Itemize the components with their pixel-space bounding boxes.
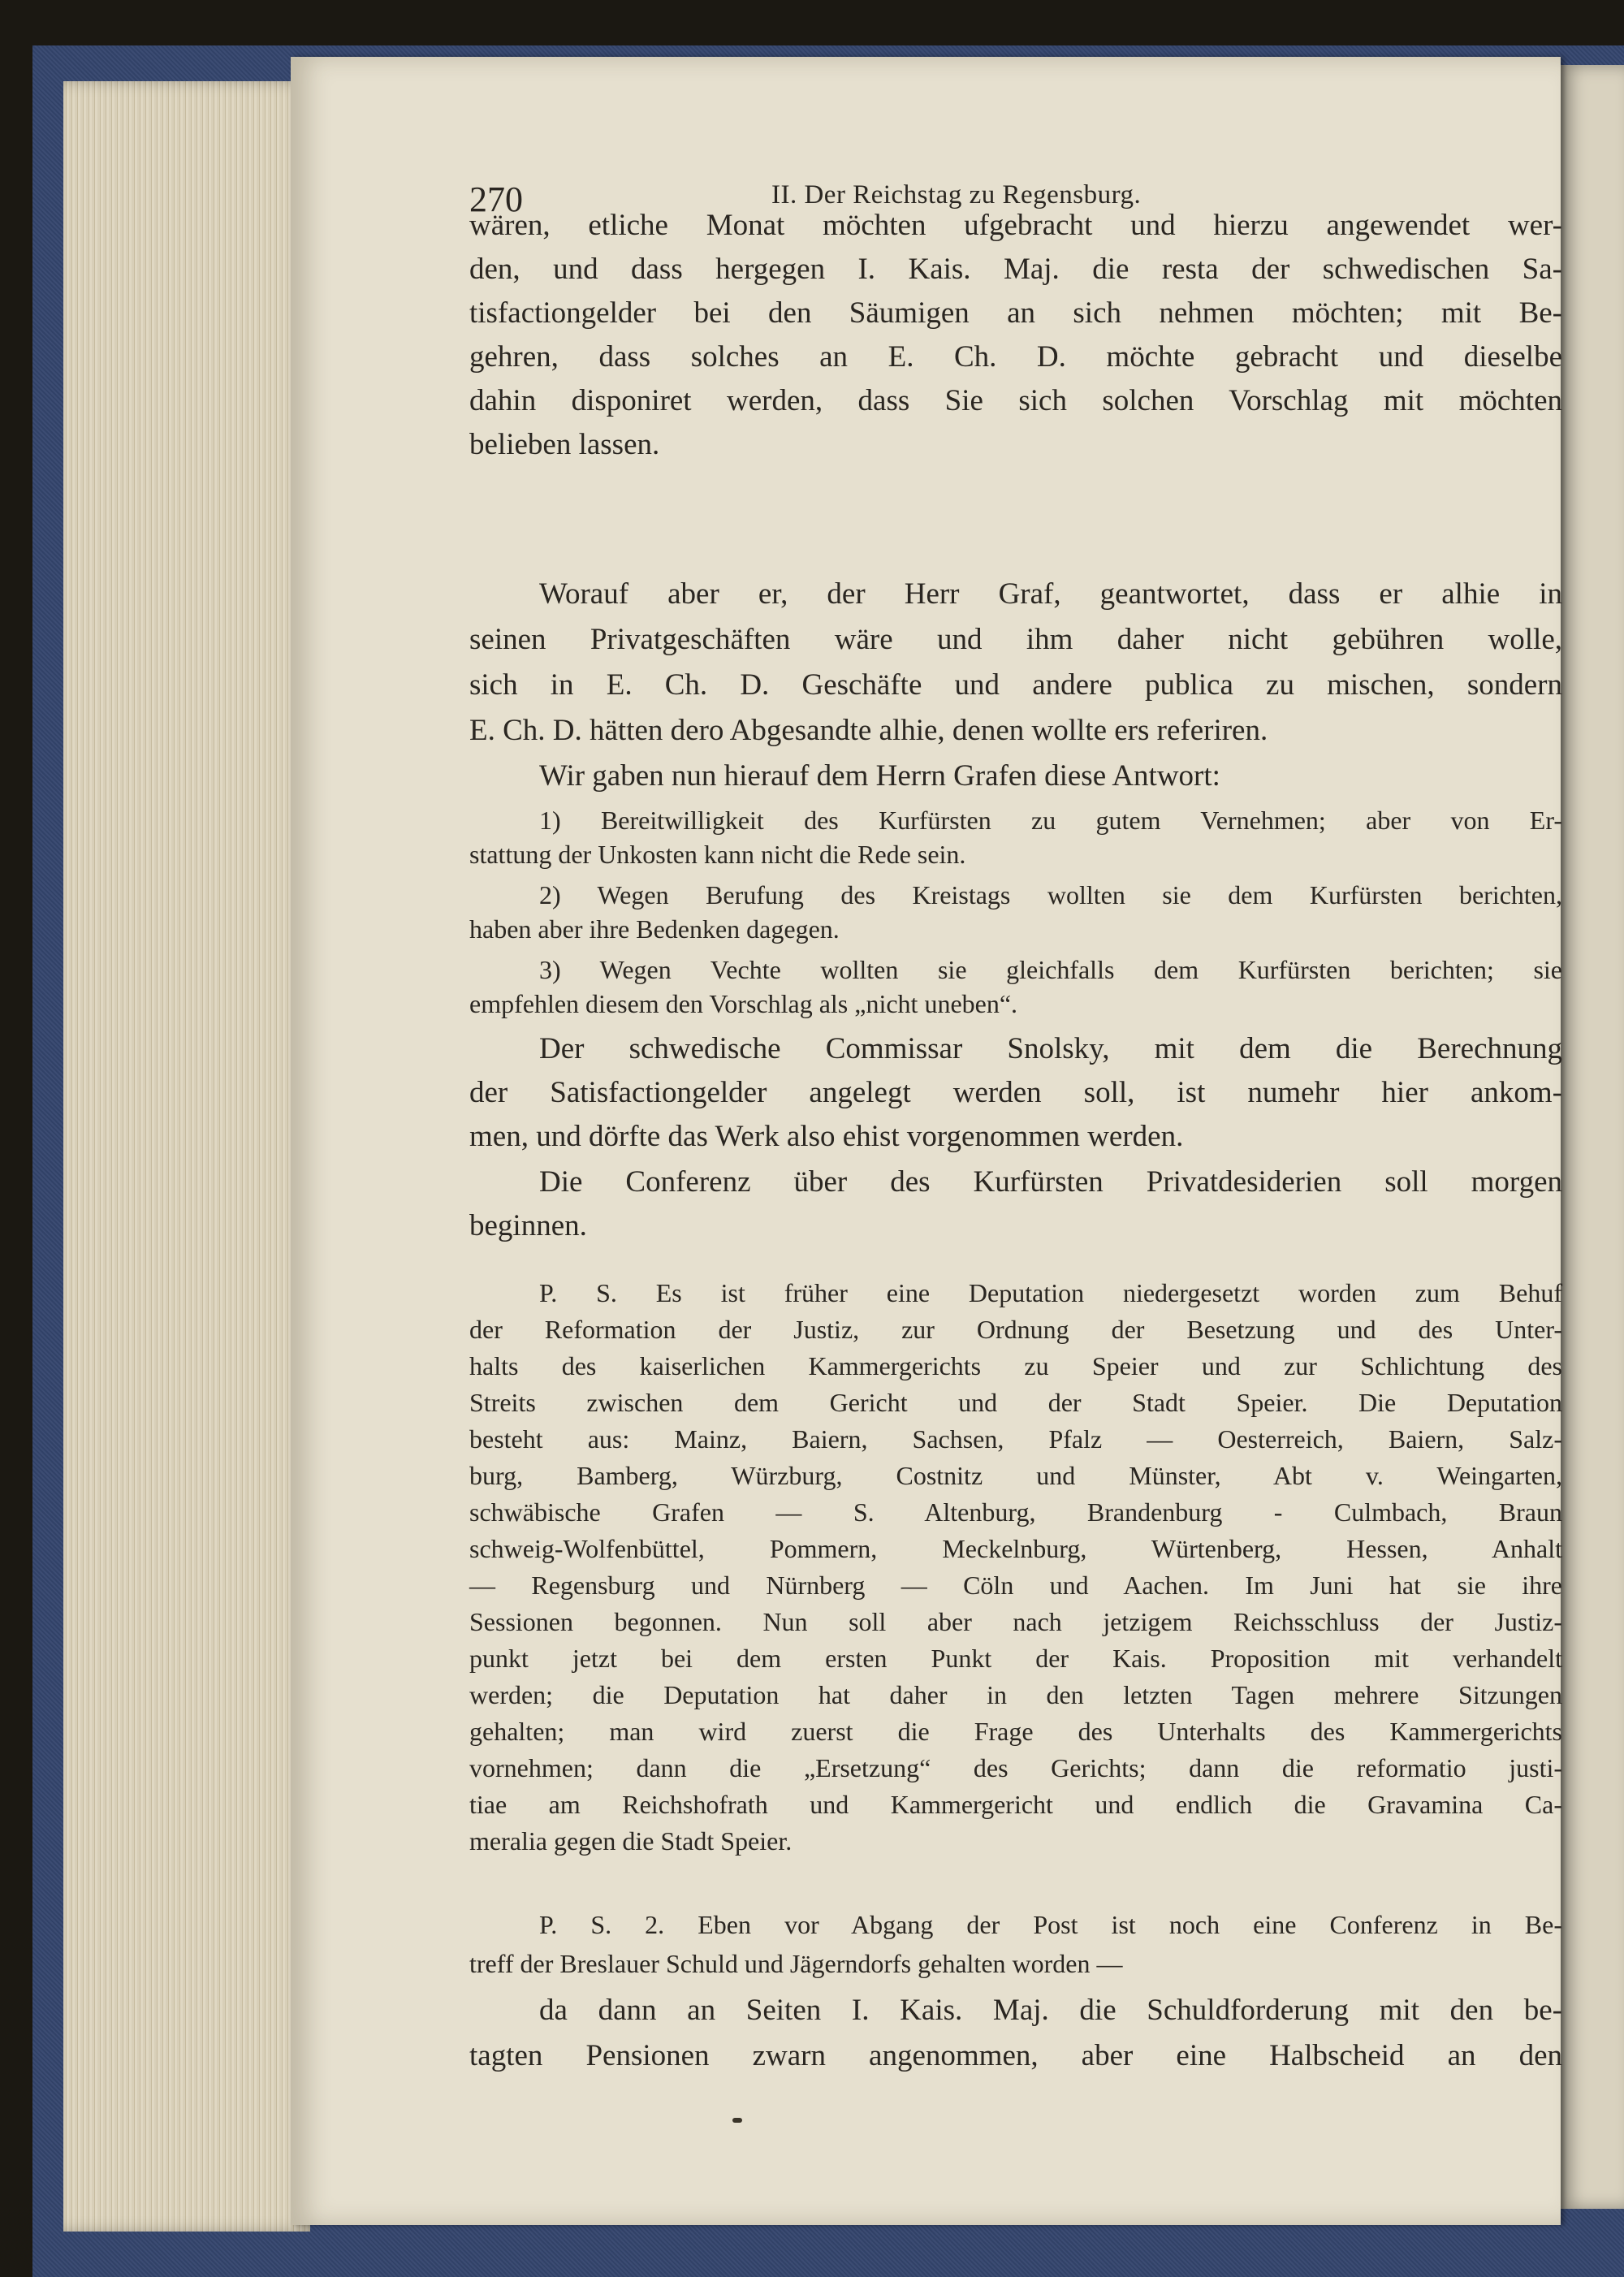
text-line: schweig-Wolfenbüttel, Pommern, Meckelnburg, Würtenberg, Hessen, Anhalt	[469, 1534, 1562, 1563]
text-line: P. S. Es ist früher eine Deputation niedergesetzt worden zum Behuf	[539, 1278, 1562, 1307]
text-line: E. Ch. D. hätten dero Abgesandte alhie, denen wollte ers referiren.	[469, 714, 1268, 747]
text-line: treff der Breslauer Schuld und Jägerndorfs gehalten worden —	[469, 1949, 1123, 1978]
text-line: tagten Pensionen zwarn angenommen, aber eine Halbscheid an den	[469, 2039, 1562, 2072]
paragraph	[469, 758, 1562, 799]
text-line: werden; die Deputation hat daher in den letzten Tagen mehrere Sitzungen	[469, 1680, 1562, 1709]
book-page	[291, 57, 1561, 2225]
text-line: der Satisfactiongelder angelegt werden soll, ist numehr hier ankom-	[469, 1076, 1562, 1109]
text-line: vornehmen; dann die „Ersetzung“ des Gerichts; dann die reformatio justi-	[469, 1753, 1562, 1782]
text-line: Die Conferenz über des Kurfürsten Privatdesiderien soll morgen	[539, 1165, 1562, 1199]
text-line: — Regensburg und Nürnberg — Cöln und Aachen. Im Juni hat sie ihre	[469, 1571, 1562, 1600]
text-line: da dann an Seiten I. Kais. Maj. die Schuldforderung mit den be-	[539, 1994, 1562, 2027]
text-line: beginnen.	[469, 1209, 587, 1242]
postscript-2	[469, 1910, 1562, 1991]
text-line: Wir gaben nun hierauf dem Herrn Grafen diese Antwort:	[539, 759, 1220, 793]
numbered-list	[469, 806, 1562, 1033]
paragraph	[469, 1031, 1562, 1169]
text-line: meralia gegen die Stadt Speier.	[469, 1826, 793, 1856]
text-line: gehren, dass solches an E. Ch. D. möchte gebracht und dieselbe	[469, 340, 1562, 374]
text-line: dahin disponiret werden, dass Sie sich solchen Vorschlag mit möchten	[469, 384, 1562, 417]
list-item-line: haben aber ihre Bedenken dagegen.	[469, 914, 840, 944]
text-line: seinen Privatgeschäften wäre und ihm daher nicht gebühren wolle,	[469, 623, 1562, 656]
postscript	[469, 1278, 1562, 1871]
running-title: II. Der Reichstag zu Regensburg.	[771, 180, 1142, 210]
ink-speck	[732, 2118, 742, 2123]
paragraph	[469, 208, 1562, 476]
list-item-line: empfehlen diesem den Vorschlag als „nicht uneben“.	[469, 989, 1018, 1018]
page-edges	[63, 81, 310, 2232]
text-line: burg, Bamberg, Würzburg, Costnitz und Münster, Abt v. Weingarten,	[469, 1461, 1562, 1490]
text-line: tiae am Reichshofrath und Kammergericht und endlich die Gravamina Ca-	[469, 1790, 1562, 1819]
text-line: punkt jetzt bei dem ersten Punkt der Kais. Proposition mit verhandelt	[469, 1644, 1562, 1673]
text-line: gehalten; man wird zuerst die Frage des Unterhalts des Kammergerichts	[469, 1717, 1562, 1746]
text-line: besteht aus: Mainz, Baiern, Sachsen, Pfalz — Oesterreich, Baiern, Salz-	[469, 1424, 1562, 1454]
paragraph	[469, 1164, 1562, 1254]
text-line: belieben lassen.	[469, 428, 660, 461]
text-line: P. S. 2. Eben vor Abgang der Post ist noch eine Conferenz in Be-	[539, 1910, 1562, 1939]
text-line: Der schwedische Commissar Snolsky, mit dem die Berechnung	[539, 1032, 1562, 1065]
text-line: den, und dass hergegen I. Kais. Maj. die resta der schwedischen Sa-	[469, 253, 1562, 286]
facing-page-edge	[1561, 65, 1624, 2209]
list-item-line: 1) Bereitwilligkeit des Kurfürsten zu gutem Vernehmen; aber von Er-	[539, 806, 1562, 835]
text-line: Worauf aber er, der Herr Graf, geantwortet, dass er alhie in	[539, 577, 1562, 611]
text-line: wären, etliche Monat möchten ufgebracht und hierzu angewendet wer-	[469, 209, 1562, 242]
text-line: Sessionen begonnen. Nun soll aber nach jetzigem Reichsschluss der Justiz-	[469, 1607, 1562, 1636]
text-line: Streits zwischen dem Gericht und der Stadt Speier. Die Deputation	[469, 1388, 1562, 1417]
text-line: schwäbische Grafen — S. Altenburg, Brandenburg - Culmbach, Braun	[469, 1497, 1562, 1527]
text-line: men, und dörfte das Werk also ehist vorgenommen werden.	[469, 1120, 1184, 1153]
list-item-line: stattung der Unkosten kann nicht die Rede sein.	[469, 840, 966, 869]
text-line: tisfactiongelder bei den Säumigen an sich nehmen möchten; mit Be-	[469, 296, 1562, 330]
list-item-line: 2) Wegen Berufung des Kreistags wollten sie dem Kurfürsten berichten,	[539, 880, 1562, 910]
text-line: halts des kaiserlichen Kammergerichts zu Speier und zur Schlichtung des	[469, 1351, 1562, 1380]
text-line: der Reformation der Justiz, zur Ordnung der Besetzung und des Unter-	[469, 1315, 1562, 1344]
paragraph	[469, 577, 1562, 755]
text-line: sich in E. Ch. D. Geschäfte und andere publica zu mischen, sondern	[469, 668, 1562, 702]
paragraph	[469, 1993, 1562, 2082]
page-number: 270	[469, 179, 523, 219]
list-item-line: 3) Wegen Vechte wollten sie gleichfalls dem Kurfürsten berichten; sie	[539, 955, 1562, 984]
